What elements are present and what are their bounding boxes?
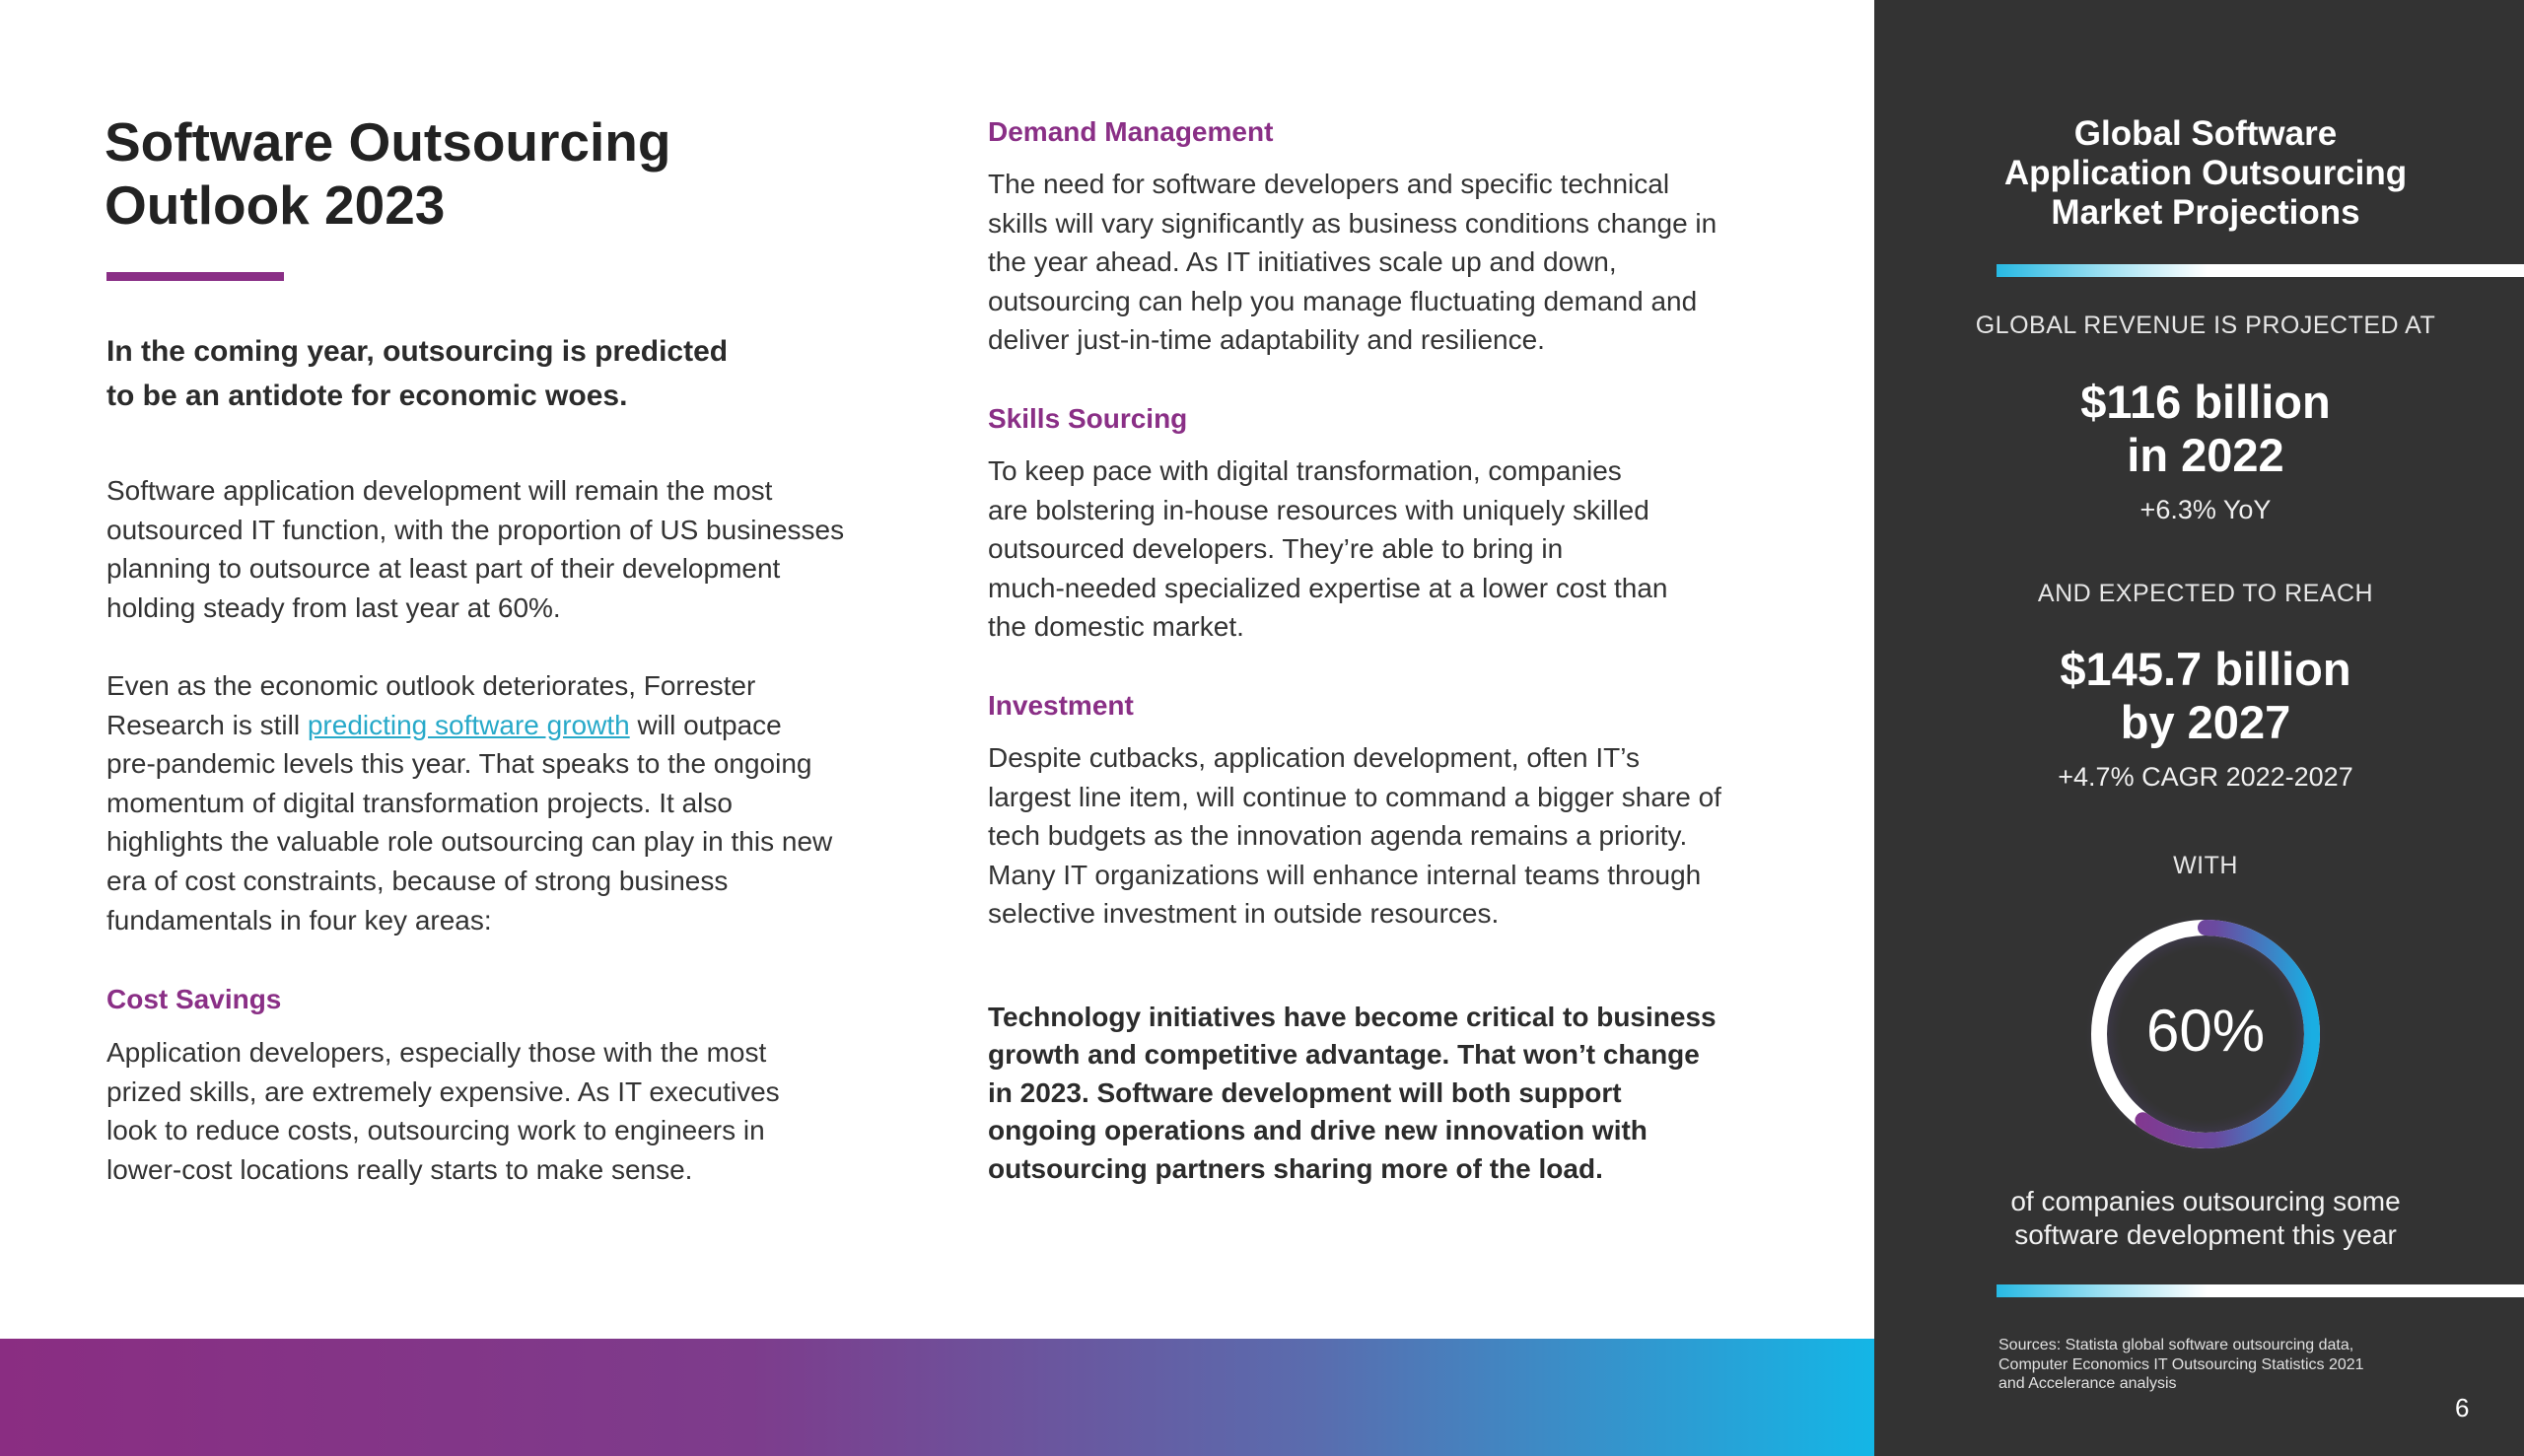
donut-value-label: 60% (2145, 998, 2266, 1064)
paragraph-line: Despite cutbacks, application development, often IT’s (988, 742, 1640, 773)
quote-line: growth and competitive advantage. That won’t change (988, 1039, 1700, 1071)
paragraph-forrester (106, 666, 895, 939)
paragraph-line: deliver just-in-time adaptability and resilience. (988, 324, 1545, 356)
panel-title-line: Global Software (2073, 114, 2338, 153)
paragraph-text: will outpace (629, 709, 782, 740)
page-title (105, 110, 814, 237)
paragraph-line: To keep pace with digital transformation, companies (988, 455, 1622, 486)
paragraph-line: fundamentals in four key areas: (106, 904, 492, 936)
panel-divider-top (1997, 264, 2524, 277)
panel-divider-bottom (1997, 1284, 2524, 1297)
paragraph-line: momentum of digital transformation projects. It also (106, 787, 733, 818)
paragraph-line: highlights the valuable role outsourcing can play in this new (106, 826, 833, 858)
skills-sourcing-heading: Skills Sourcing (988, 403, 1188, 434)
paragraph-line: planning to outsource at least part of their development (106, 553, 781, 585)
paragraph-line: prized skills, are extremely expensive. As IT executives (106, 1075, 780, 1107)
title-line: Outlook 2023 (105, 174, 446, 236)
pull-quote (988, 999, 1777, 1188)
paragraph-line: outsourcing can help you manage fluctuating demand and (988, 285, 1698, 316)
paragraph-line: selective investment in outside resources. (988, 898, 1500, 930)
paragraph-line: skills will vary significantly as business conditions change in (988, 207, 1718, 239)
stat-line: $116 billion (2080, 376, 2331, 428)
quote-line: Technology initiatives have become critical to business (988, 1002, 1717, 1032)
title-divider (106, 272, 284, 281)
stat-line: by 2027 (2120, 696, 2291, 748)
revenue-label: GLOBAL REVENUE IS PROJECTED AT (1975, 312, 2436, 339)
paragraph-line: Many IT organizations will enhance internal teams through (988, 859, 1702, 890)
paragraph-line: much-needed specialized expertise at a lower cost than (988, 572, 1668, 603)
donut-caption (1874, 1185, 2524, 1252)
paragraph-line: era of cost constraints, because of strong business (106, 865, 729, 896)
page-number: 6 (2455, 1393, 2470, 1422)
revenue-2022-value (1874, 376, 2524, 482)
sources-line: Sources: Statista global software outsourcing data, (1998, 1337, 2354, 1353)
paragraph-line: the domestic market. (988, 611, 1244, 643)
with-label: WITH (2173, 852, 2238, 879)
paragraph-line: outsourced IT function, with the proportion of US businesses (106, 514, 845, 545)
outsourcing-donut-chart (2082, 911, 2329, 1157)
sources-line: Computer Economics IT Outsourcing Statistics 2021 (1998, 1355, 2364, 1373)
revenue-2027-value (1874, 643, 2524, 749)
cost-savings-heading: Cost Savings (106, 984, 282, 1014)
panel-title (1874, 114, 2524, 233)
demand-management-text (988, 165, 1777, 360)
quote-line: in 2023. Software development will both support (988, 1076, 1622, 1108)
paragraph-line (106, 706, 895, 745)
caption-line: software development this year (2014, 1219, 2397, 1250)
paragraph-line: tech budgets as the innovation agenda remains a priority. (988, 820, 1688, 852)
paragraph-development (106, 471, 895, 627)
stat-line: in 2022 (2127, 429, 2284, 481)
panel-title-line: Application Outsourcing (2003, 154, 2408, 192)
paragraph-line: holding steady from last year at 60%. (106, 591, 561, 623)
panel-title-line: Market Projections (2051, 193, 2360, 232)
investment-text (988, 738, 1777, 934)
paragraph-text: Research is still (106, 709, 308, 740)
sources-note (1998, 1336, 2432, 1394)
title-line: Software Outsourcing (105, 111, 671, 173)
quote-line: ongoing operations and drive new innovation with (988, 1115, 1648, 1146)
quote-line: outsourcing partners sharing more of the load. (988, 1152, 1603, 1184)
paragraph-line: Even as the economic outlook deteriorates, Forrester (106, 670, 756, 701)
caption-line: of companies outsourcing some (2010, 1186, 2401, 1216)
paragraph-line: lower-cost locations really starts to make sense. (106, 1153, 693, 1185)
intro-line: to be an antidote for economic woes. (106, 380, 628, 412)
stat-line: $145.7 billion (2060, 643, 2351, 695)
paragraph-line: the year ahead. As IT initiatives scale up and down, (988, 246, 1617, 278)
sources-line: and Accelerance analysis (1998, 1375, 2177, 1392)
predicting-software-growth-link[interactable]: predicting software growth (307, 709, 630, 740)
cost-savings-text (106, 1033, 895, 1189)
intro-line: In the coming year, outsourcing is predicted (106, 335, 729, 368)
paragraph-line: Application developers, especially those with the most (106, 1037, 767, 1068)
paragraph-line: The need for software developers and specific technical (988, 169, 1670, 199)
yoy-growth: +6.3% YoY (2139, 495, 2272, 524)
paragraph-line: outsourced developers. They’re able to bring in (988, 533, 1564, 565)
intro-statement (106, 329, 816, 418)
demand-management-heading: Demand Management (988, 116, 1274, 147)
footer-gradient-band (0, 1339, 1874, 1456)
paragraph-line: largest line item, will continue to command a bigger share of (988, 781, 1721, 812)
paragraph-line: Software application development will remain the most (106, 475, 773, 506)
market-projections-panel (1874, 0, 2524, 1456)
investment-heading: Investment (988, 690, 1134, 721)
paragraph-line: pre-pandemic levels this year. That speaks to the ongoing (106, 748, 812, 780)
paragraph-line: are bolstering in-house resources with uniquely skilled (988, 494, 1649, 525)
expected-label: AND EXPECTED TO REACH (2037, 580, 2374, 607)
cagr-growth: +4.7% CAGR 2022-2027 (2058, 762, 2353, 792)
paragraph-line: look to reduce costs, outsourcing work to engineers in (106, 1115, 765, 1146)
skills-sourcing-text (988, 451, 1777, 647)
